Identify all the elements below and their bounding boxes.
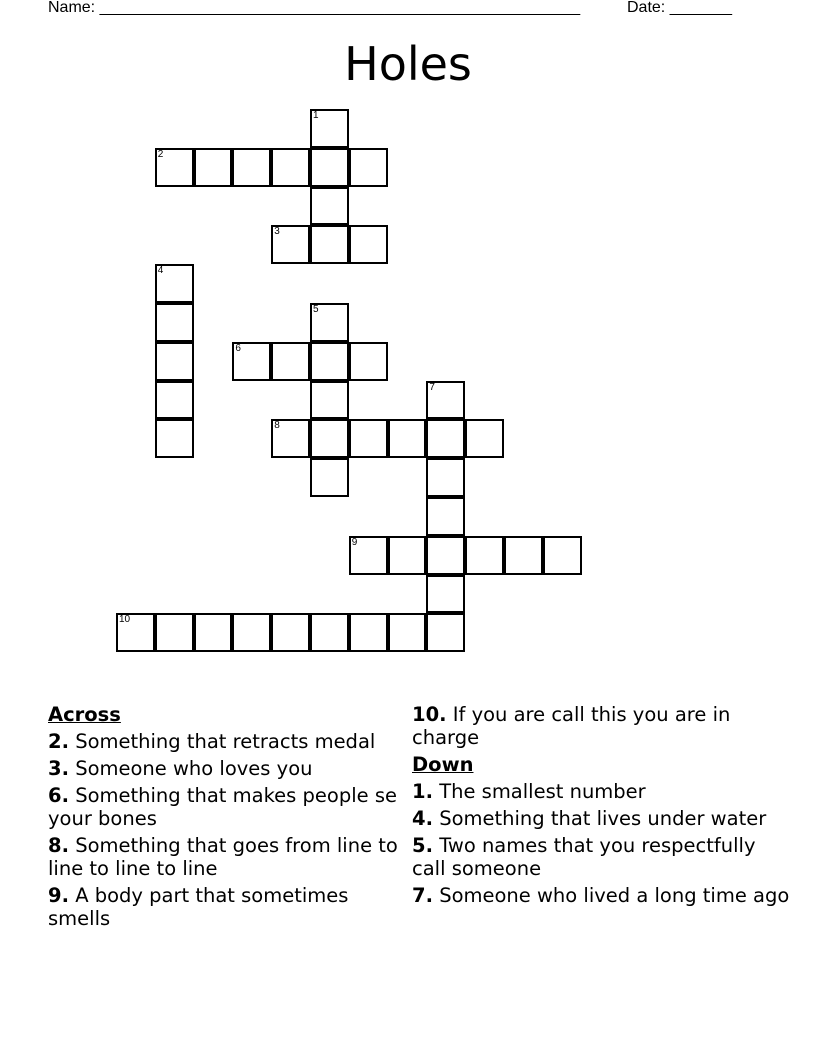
across-clue-10 [412,703,792,749]
grid-cell[interactable] [543,536,582,575]
cell-number: 9 [351,536,358,548]
clue-text: Someone who loves you [75,757,313,780]
grid-cell[interactable] [310,303,349,342]
clue-text: Something that makes people se your bones [48,784,397,830]
clue-text: The smallest number [439,780,646,803]
grid-cell[interactable] [349,419,388,458]
grid-cell[interactable] [465,536,504,575]
across-clue-6 [48,784,408,830]
clue-number: 1. [412,780,433,803]
grid-cell[interactable] [271,613,310,652]
grid-cell[interactable] [310,419,349,458]
down-clue-4 [412,807,792,830]
grid-cell[interactable] [310,187,349,226]
grid-cell[interactable] [426,497,465,536]
grid-cell[interactable] [388,536,427,575]
grid-cell[interactable] [310,225,349,264]
clue-text: Someone who lived a long time ago [439,884,790,907]
grid-cell[interactable] [155,419,194,458]
grid-cell[interactable] [349,342,388,381]
grid-cell[interactable] [155,264,194,303]
clue-number: 9. [48,884,69,907]
clue-number: 7. [412,884,433,907]
grid-cell[interactable] [310,613,349,652]
grid-cell[interactable] [232,613,271,652]
grid-cell[interactable] [465,419,504,458]
cell-number: 4 [157,265,164,277]
across-clue-8 [48,834,408,880]
cell-number: 2 [157,148,164,160]
grid-cell[interactable] [232,342,271,381]
across-clue-2 [48,730,408,753]
grid-cell[interactable] [271,148,310,187]
clue-text: A body part that sometimes smells [48,884,349,930]
grid-cell[interactable] [155,148,194,187]
name-field-label[interactable]: Name: ______________________________________________________ [48,0,581,16]
down-clue-7 [412,884,792,907]
grid-cell[interactable] [426,536,465,575]
clue-number: 4. [412,807,433,830]
grid-cell[interactable] [349,613,388,652]
grid-cell[interactable] [349,225,388,264]
grid-cell[interactable] [310,109,349,148]
clue-number: 8. [48,834,69,857]
across-clue-3 [48,757,408,780]
grid-cell[interactable] [155,613,194,652]
grid-cell[interactable] [232,148,271,187]
grid-cell[interactable] [194,148,233,187]
grid-cell[interactable] [271,419,310,458]
clue-number: 3. [48,757,69,780]
date-field-label[interactable]: Date: _______ [627,0,732,16]
grid-cell[interactable] [271,342,310,381]
grid-cell[interactable] [426,575,465,614]
clue-number: 5. [412,834,433,857]
cell-number: 8 [274,420,280,432]
clues-left-column [48,703,408,934]
cell-number: 6 [235,342,241,354]
grid-cell[interactable] [116,613,155,652]
clues-right-column [412,703,792,911]
grid-cell[interactable] [194,613,233,652]
grid-cell[interactable] [155,342,194,381]
grid-cell[interactable] [271,225,310,264]
cell-number: 7 [429,381,435,393]
grid-cell[interactable] [310,148,349,187]
grid-cell[interactable] [426,613,465,652]
clue-number: 6. [48,784,69,807]
grid-cell[interactable] [388,419,427,458]
grid-cell[interactable] [426,419,465,458]
grid-cell[interactable] [426,381,465,420]
grid-cell[interactable] [504,536,543,575]
clue-text: Something that retracts medal [75,730,376,753]
down-clue-1 [412,780,792,803]
cell-number: 10 [119,614,131,626]
clue-text: Something that lives under water [439,807,767,830]
down-heading: Down [412,753,474,776]
puzzle-title: Holes [344,37,472,91]
clue-text: Something that goes from line to line to line to line [48,834,398,880]
grid-cell[interactable] [388,613,427,652]
down-clue-5 [412,834,792,880]
grid-cell[interactable] [426,458,465,497]
grid-cell[interactable] [349,148,388,187]
grid-cell[interactable] [310,458,349,497]
clue-number: 10. [412,703,447,726]
clue-text: If you are call this you are in charge [412,703,731,749]
cell-number: 3 [274,226,280,238]
grid-cell[interactable] [155,381,194,420]
clue-number: 2. [48,730,69,753]
across-heading: Across [48,703,121,726]
grid-cell[interactable] [155,303,194,342]
across-clue-9 [48,884,408,930]
cell-number: 5 [313,304,319,315]
clue-text: Two names that you respectfully call someone [412,834,756,880]
grid-cell[interactable] [310,342,349,381]
grid-cell[interactable] [310,381,349,420]
grid-cell[interactable] [349,536,388,575]
cell-number: 1 [313,110,319,121]
